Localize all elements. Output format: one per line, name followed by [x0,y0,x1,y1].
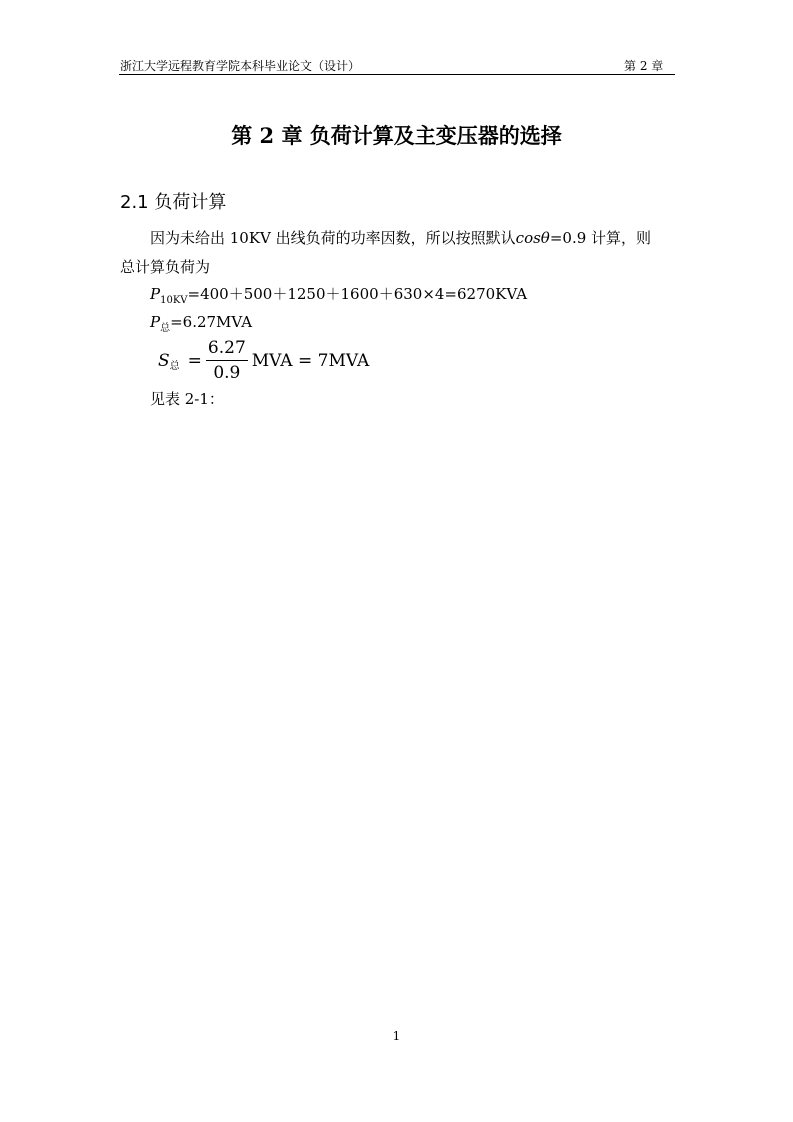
eq1-subscript: 10KV [160,295,188,306]
paragraph-text-a: 因为未给出 10KV 出线负荷的功率因数，所以按照默认 [150,229,516,247]
equation-p-total [150,313,253,334]
cos-theta-symbol: cosθ [515,229,550,247]
eq3-numerator: 6.27 [206,338,248,361]
equation-p10kv [150,283,527,304]
eq3-fraction [206,338,248,383]
header-thesis-title: 浙江大学远程教育学院本科毕业论文（设计） [120,59,361,73]
header-divider [119,74,675,75]
eq3-equals: = [187,350,202,371]
eq3-denominator: 0.9 [213,363,241,383]
chapter-title: 第 2 章 负荷计算及主变压器的选择 [231,123,562,148]
equation-s-total [158,338,369,383]
page-number: 1 [392,1029,401,1043]
eq3-symbol: S [158,350,170,371]
header-chapter-label: 第 2 章 [624,59,664,73]
eq3-subscript: 总 [169,361,180,372]
paragraph-line-1 [150,227,651,248]
table-reference: 见表 2-1： [150,390,224,408]
eq3-result: MVA = 7MVA [251,350,370,371]
eq2-subscript: 总 [160,323,171,334]
eq1-expression: =400＋500＋1250＋1600＋630×4=6270KVA [187,285,528,303]
eq1-symbol: P [150,285,161,303]
eq2-symbol: P [150,313,161,331]
paragraph-line-2: 总计算负荷为 [120,258,211,276]
paragraph-text-b: =0.9 计算，则 [549,229,652,247]
eq2-expression: =6.27MVA [170,313,253,331]
section-heading: 2.1 负荷计算 [120,192,227,213]
